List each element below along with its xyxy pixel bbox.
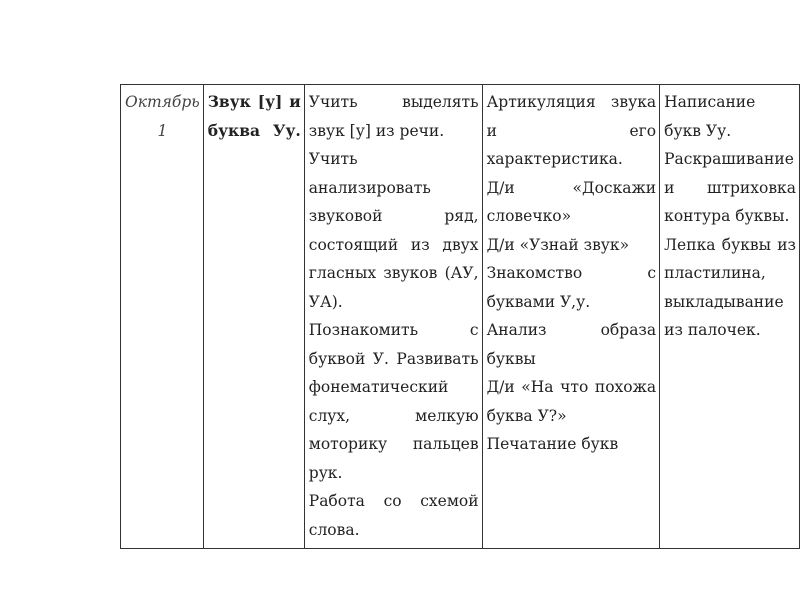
goal-item: Работа со схемой слова. xyxy=(308,492,479,539)
topic-text: Звук [у] и буква Уу. xyxy=(207,92,301,140)
activity-item: Анализ образа буквы xyxy=(486,321,657,368)
activities-cell xyxy=(482,85,660,549)
activity-item: Д/и «Узнай звук» xyxy=(486,235,630,254)
table-row xyxy=(121,85,800,549)
goal-item: Учить выделять звук [у] из речи. xyxy=(308,93,479,140)
lesson-plan-table xyxy=(120,84,800,549)
activity-item: Знакомство с буквами У,у. xyxy=(486,264,657,311)
activity-item: Д/и «Доскажи словечко» xyxy=(486,178,657,225)
month-cell xyxy=(121,85,204,549)
activity-item: Артикуляция звука и его характеристика. xyxy=(486,93,657,168)
month-label: Октябрь xyxy=(125,93,200,111)
goal-item: Учить анализировать звуковой ряд, состоящий из двух гласных звуков (АУ, УА). xyxy=(308,150,479,311)
work-item: Написание букв Уу. xyxy=(664,93,756,140)
work-item: Лепка буквы из пластилина, выкладывание из палочек. xyxy=(664,235,796,339)
activity-item: Д/и «На что похожа буква У?» xyxy=(486,378,657,425)
week-number: 1 xyxy=(157,121,168,140)
activity-item: Печатание букв xyxy=(486,435,619,453)
goals-cell xyxy=(304,85,482,549)
goal-item: Познакомить с буквой У. Развивать фонематический слух, мелкую моторику пальцев рук. xyxy=(308,321,479,482)
work-item: Раскрашивание и штриховка контура буквы. xyxy=(664,150,796,225)
work-cell xyxy=(660,85,800,549)
topic-cell xyxy=(203,85,304,549)
